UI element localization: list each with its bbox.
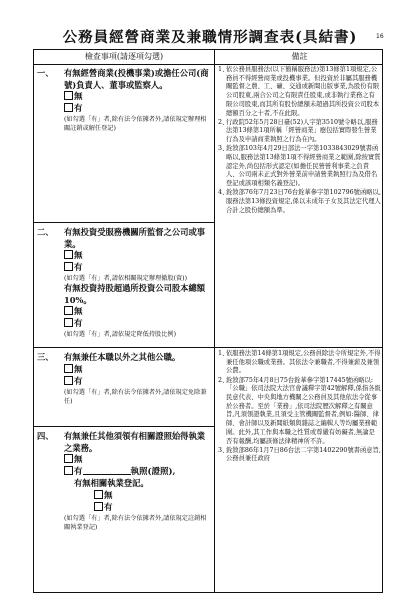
sub-question: 有無投資持股超過所投資公司股本總額10%。 — [64, 283, 206, 305]
right-column-header: 備註 — [291, 52, 308, 61]
section-note: (如勾選「有」者,除有法令依據者外,請依規定註銷相關執業登記) — [64, 514, 207, 531]
section-number: 三、 — [37, 352, 54, 362]
remark-item: 1、 依服務法第14條第1項規定,公務員除法令所規定外,不得兼任他項公職或業務。其依法令兼職者,不得兼薪及兼領公費。 — [218, 350, 381, 375]
checkbox[interactable] — [64, 318, 73, 327]
remarks-group-2 — [215, 350, 384, 465]
option-no[interactable]: 無 — [64, 364, 214, 376]
sub-question: 有無相關執業登記。 — [74, 478, 149, 489]
checkbox[interactable] — [94, 502, 103, 511]
option-yes[interactable]: 有 — [64, 103, 214, 115]
sub-option-no[interactable]: 無 — [94, 490, 214, 502]
section-divider-3 — [34, 426, 214, 427]
sub-option-no[interactable]: 無 — [64, 306, 214, 318]
sub-option-yes[interactable]: 有 — [64, 318, 214, 330]
checkbox[interactable] — [64, 454, 73, 463]
option-no[interactable]: 無 — [64, 250, 214, 262]
section-number: 二、 — [37, 227, 54, 237]
checkbox[interactable] — [64, 262, 73, 271]
remark-item: 3、 銓敘部86年1月7日86台法二字第1402290號書函意旨,公務員兼任政府 — [218, 446, 381, 463]
option-yes[interactable]: 有 — [64, 262, 214, 274]
header-divider — [34, 64, 382, 65]
remark-item: 2、 銓敘部75年4月8日75台銓華參字第17445號函略以:「公職」依司法院大法官會議釋字第42號解釋,係指各級民意代表、中央與地方機關之公務員及其他依法令從事於公務者。至於「業務」,依司法院歷次解釋之有關意旨,凡須領證執業,且須受主管機關監督者,例如:醫師、律師、會計師以及新聞紙類與雜誌之編輯人等均屬業務範圍。此外,其工作與本職之性質或尊嚴有妨礙者,無論是否有報酬,均屬該條法律精神所不許。 — [218, 376, 381, 445]
section-4 — [34, 431, 214, 532]
section-title: 有無兼任其他須領有相關證照始得執業之業務。 — [64, 431, 206, 453]
remark-item: 2、 行政院52年5月28日臺(52)人字第3510號令略以,服務法第13條第1項所稱「經營商業」應包括實際發生營業行為及申請商業執照之行為在內。 — [218, 118, 378, 144]
sub-note: (如勾選「有」者,請依規定降低持股比例) — [64, 331, 176, 339]
section-number: 一、 — [37, 68, 54, 78]
checkbox[interactable] — [64, 91, 73, 100]
section-number: 四、 — [37, 431, 54, 441]
remarks-group-1 — [215, 66, 384, 216]
left-column-header: 檢查事項(請逐項勾選) — [84, 52, 164, 61]
section-title: 有無投資受服務機關所監督之公司或事業。 — [64, 227, 206, 249]
section-note: (如勾選「有」者,除有法令依據者外,請依規定免除兼任) — [64, 388, 207, 405]
remark-item: 1、 依公務員服務法(以下簡稱服務法)第13條第1項規定,公務員不得經營商業或投機事業。但投資於非屬其服務機關監督之農、工、礦、交通或新聞出版事業,為股份有限公司股東,兩合公司之有限責任股東,或非執行業務之有限公司股東,而其所有股份總額未超過其所投資公司股本總額百分之十者,不在此限。 — [218, 66, 380, 117]
option-no[interactable]: 無 — [64, 454, 214, 466]
section-1 — [34, 68, 214, 133]
section-note: (如勾選「有」者,除有法令依據者外,請依規定辦理相關註銷或解任登記) — [64, 116, 207, 133]
survey-table — [33, 49, 383, 593]
option-no[interactable]: 無 — [64, 91, 214, 103]
checkbox[interactable] — [64, 103, 73, 112]
section-divider-1 — [34, 222, 214, 223]
section-3 — [34, 352, 214, 406]
checkbox[interactable] — [94, 490, 103, 499]
checkbox[interactable] — [64, 306, 73, 315]
middle-divider — [34, 347, 382, 348]
checkbox[interactable] — [64, 364, 73, 373]
checkbox[interactable] — [64, 466, 73, 475]
remark-item: 4、 銓敘部76年7月23日76台銓華參字第102796號函略以,服務法第13條投資規定,係以未成年子女及其法定代理人合計之股份總額為準。 — [218, 189, 381, 214]
section-note: (如勾選「有」者,請依相關規定辦理撤股(資)) — [64, 275, 187, 283]
checkbox[interactable] — [64, 250, 73, 259]
section-title: 有無兼任本職以外之其他公職。 — [64, 352, 181, 362]
document-title: 公務員經營商業及兼職情形調查表(具結書) — [62, 29, 358, 46]
option-yes[interactable]: 有 執照(證照), — [64, 466, 214, 478]
checkbox[interactable] — [64, 376, 73, 385]
section-2 — [34, 227, 214, 339]
license-name-field[interactable] — [83, 466, 131, 475]
option-yes[interactable]: 有 — [64, 376, 214, 388]
section-title: 有無經營商業(投機事業)或擔任公司(商號)負責人、董事或監察人。 — [64, 68, 209, 90]
remark-item: 3、 銓敘部103年4月29日部法一字第1033843029號書函略以,服務法第13條第1項不得經營商業之範圍,除按實質認定外,尚包括形式認定(如擔任民營營利事業之負責人、公司兩未正式對外營業前申請營業執照行為及借名登記或該項相類名義登記)。 — [218, 145, 381, 188]
sub-option-yes[interactable]: 有 — [94, 502, 214, 514]
page-number: 16 — [376, 33, 384, 40]
